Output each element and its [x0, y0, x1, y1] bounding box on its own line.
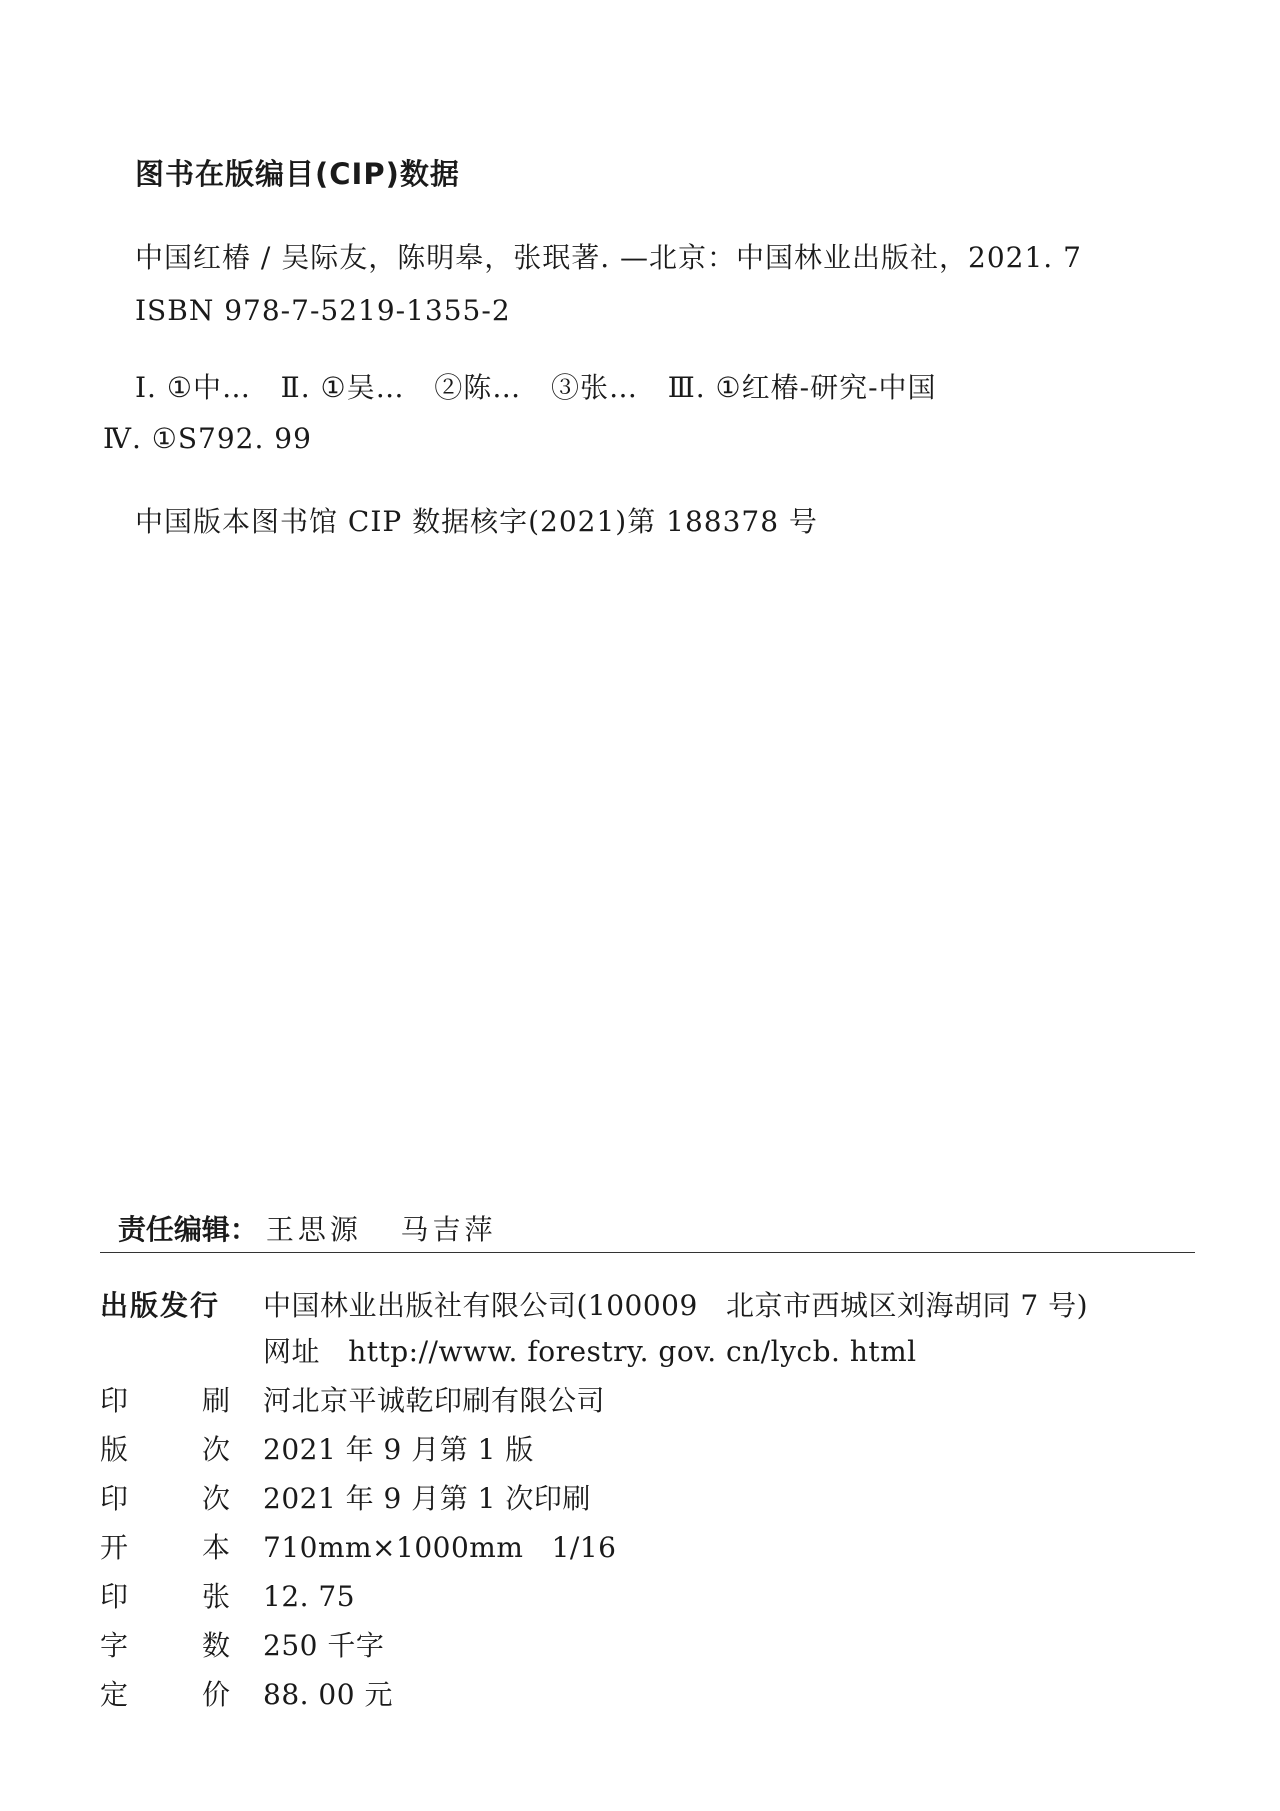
- editors-label: 责任编辑：: [117, 1213, 258, 1246]
- cip-subject-line: Ⅰ. ①中… Ⅱ. ①吴… ②陈… ③张… Ⅲ. ①红椿-研究-中国: [135, 371, 937, 404]
- cip-title-line: 中国红椿 / 吴际友，陈明皋，张珉著. —北京：中国林业出版社，2021. 7: [135, 241, 1082, 274]
- price-label-char2: 价: [201, 1678, 230, 1711]
- impression-label-char1: 印: [100, 1482, 129, 1515]
- edition-label: [100, 1433, 230, 1466]
- format-label: [100, 1531, 230, 1564]
- section-divider: [100, 1252, 1195, 1253]
- format-label-char2: 本: [201, 1531, 230, 1564]
- price-label: [100, 1678, 230, 1711]
- edition-value: 2021 年 9 月第 1 版: [263, 1433, 534, 1466]
- publisher-label: 出版发行: [100, 1289, 221, 1322]
- cip-verification-line: 中国版本图书馆 CIP 数据核字(2021)第 188378 号: [135, 505, 818, 538]
- edition-label-char1: 版: [100, 1433, 129, 1466]
- impression-label: [100, 1482, 230, 1515]
- price-value: 88. 00 元: [263, 1678, 393, 1711]
- sheets-label-char1: 印: [100, 1580, 129, 1613]
- print-label: [100, 1384, 230, 1417]
- sheets-label: [100, 1580, 230, 1613]
- publisher-value: 中国林业出版社有限公司(100009 北京市西城区刘海胡同 7 号): [263, 1289, 1089, 1322]
- words-label-char2: 数: [201, 1629, 230, 1662]
- impression-label-char2: 次: [201, 1482, 230, 1515]
- words-value: 250 千字: [263, 1629, 385, 1662]
- format-value: 710mm×1000mm 1/16: [263, 1531, 617, 1564]
- cip-classification-line: Ⅳ. ①S792. 99: [103, 422, 312, 455]
- website-value: 网址 http://www. forestry. gov. cn/lycb. html: [263, 1335, 917, 1368]
- print-value: 河北京平诚乾印刷有限公司: [263, 1384, 606, 1417]
- editors-names: 王思源 马吉萍: [265, 1213, 497, 1246]
- sheets-value: 12. 75: [263, 1580, 356, 1613]
- responsible-editors: [100, 1188, 497, 1244]
- print-label-char1: 印: [100, 1384, 129, 1417]
- sheets-label-char2: 张: [201, 1580, 230, 1613]
- print-label-char2: 刷: [201, 1384, 230, 1417]
- cip-heading: 图书在版编目(CIP)数据: [135, 157, 460, 191]
- words-label: [100, 1629, 230, 1662]
- price-label-char1: 定: [100, 1678, 129, 1711]
- edition-label-char2: 次: [201, 1433, 230, 1466]
- format-label-char1: 开: [100, 1531, 129, 1564]
- impression-value: 2021 年 9 月第 1 次印刷: [263, 1482, 591, 1515]
- cip-isbn-line: ISBN 978-7-5219-1355-2: [135, 294, 511, 327]
- words-label-char1: 字: [100, 1629, 129, 1662]
